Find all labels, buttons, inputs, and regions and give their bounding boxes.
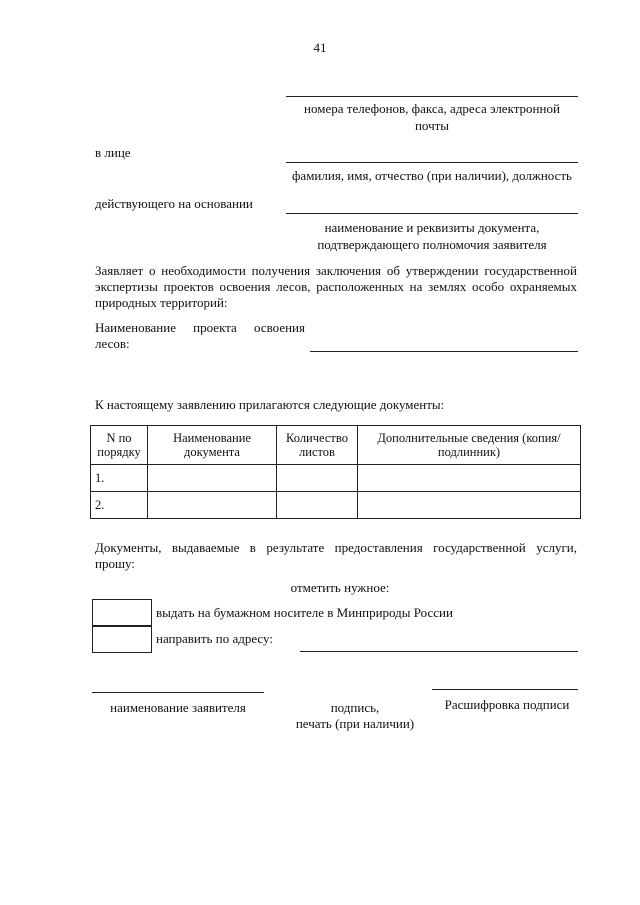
table-cell[interactable] <box>358 465 581 492</box>
table-cell[interactable] <box>277 492 358 519</box>
mark-needed: отметить нужное: <box>290 580 390 595</box>
sign-caption-2: печать (при наличии) <box>295 716 415 731</box>
basis-field-line[interactable] <box>286 213 578 214</box>
applicant-name-caption: наименование заявителя <box>110 700 246 715</box>
person-caption: фамилия, имя, отчество (при наличии), должность <box>292 168 572 183</box>
in-person-label: в лице <box>95 145 131 160</box>
attachments-intro: К настоящему заявлению прилагаются следующие документы: <box>95 397 445 412</box>
signature-decoding-line[interactable] <box>432 689 578 690</box>
document-caption-2: подтверждающего полномочия заявителя <box>317 237 547 252</box>
table-cell: 1. <box>91 465 148 492</box>
result-docs-line-2: прошу: <box>95 556 135 571</box>
signature-decoding-caption: Расшифровка подписи <box>444 697 570 712</box>
table-cell[interactable] <box>277 465 358 492</box>
table-cell[interactable] <box>148 465 277 492</box>
col-header-additional: Дополнительные сведения (копия/подлинник) <box>358 426 581 465</box>
address-option-checkbox[interactable] <box>92 626 152 653</box>
acting-basis-label: действующего на основании <box>95 196 253 211</box>
table-row <box>91 492 581 519</box>
project-name-label-2: лесов: <box>95 336 130 351</box>
table-cell: 2. <box>91 492 148 519</box>
col-header-sheets: Количество листов <box>277 426 358 465</box>
project-name-field-line[interactable] <box>310 351 578 352</box>
address-option-label: направить по адресу: <box>156 631 273 646</box>
paper-option-checkbox[interactable] <box>92 599 152 626</box>
statement-paragraph: Заявляет о необходимости получения заключения об утверждении государственной экспертизы проектов освоения лесов, расположенных на землях особо охраняемых природных территорий: <box>95 263 577 310</box>
paper-option-label: выдать на бумажном носителе в Минприроды России <box>156 605 453 620</box>
contacts-caption: номера телефонов, факса, адреса электронной почты <box>304 101 560 133</box>
person-field-line[interactable] <box>286 162 578 163</box>
documents-table <box>90 425 581 519</box>
document-caption-1: наименование и реквизиты документа, <box>324 220 540 235</box>
page-number: 41 <box>313 40 327 55</box>
project-name-label-1: Наименование проекта освоения <box>95 320 305 335</box>
address-field-line[interactable] <box>300 651 578 652</box>
sign-caption-1: подпись, <box>330 700 380 715</box>
table-cell[interactable] <box>148 492 277 519</box>
table-cell[interactable] <box>358 492 581 519</box>
col-header-document: Наименование документа <box>148 426 277 465</box>
applicant-name-line[interactable] <box>92 692 264 693</box>
col-header-number: N по порядку <box>91 426 148 465</box>
table-row <box>91 465 581 492</box>
result-docs-line-1: Документы, выдаваемые в результате предоставления государственной услуги, <box>95 540 577 555</box>
table-header-row <box>91 426 581 465</box>
contacts-field-line[interactable] <box>286 96 578 97</box>
